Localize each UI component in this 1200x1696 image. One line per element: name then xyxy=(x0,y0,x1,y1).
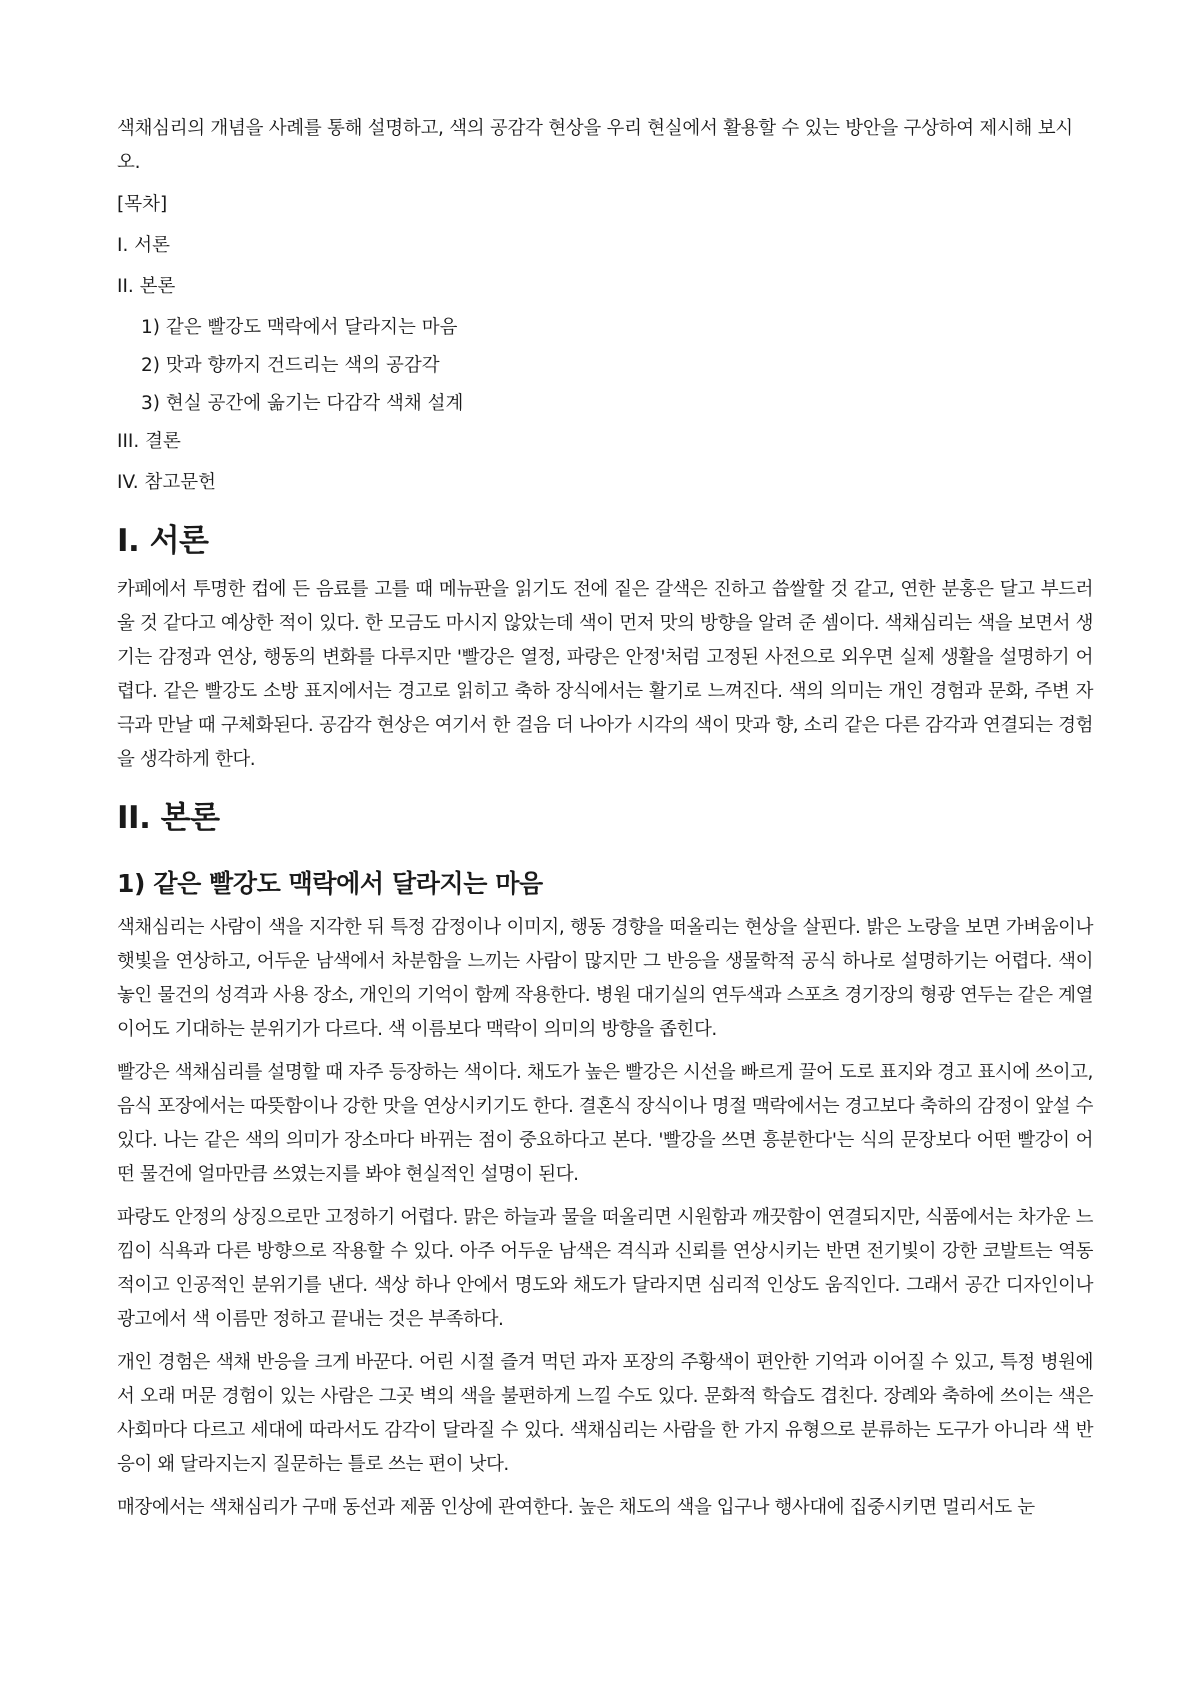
toc-item-body-sub2: 2) 맛과 향까지 건드리는 색의 공감각 xyxy=(141,355,440,376)
section-heading-intro: I. 서론 xyxy=(117,523,209,559)
toc-item-body-sub3: 3) 현실 공간에 옮기는 다감각 색채 설계 xyxy=(141,393,464,414)
intro-paragraph: 카페에서 투명한 컵에 든 음료를 고를 때 메뉴판을 읽기도 전에 짙은 갈색은 진하고 씁쌀할 것 같고, 연한 분홍은 달고 부드러울 것 같다고 예상한 적이 있다. 한 모금도 마시지 않았는데 색이 먼저 맛의 방향을 알려 준 셈이다. 색채심리는 색을 보면서 생기는 감정과 연상, 행동의 변화를 다루지만 '빨강은 열정, 파랑은 안정'처럼 고정된 사전으로 외우면 실제 생활을 설명하기 어렵다. 같은 빨강도 소방 표지에서는 경고로 읽히고 축하 장식에서는 활기로 느껴진다. 색의 의미는 개인 경험과 문화, 주변 자극과 만날 때 구체화된다. 공감각 현상은 여기서 한 걸음 더 나아가 시각의 색이 맛과 향, 소리 같은 다른 감각과 연결되는 경험을 생각하게 한다. xyxy=(117,579,1093,770)
toc-item-intro: I. 서론 xyxy=(117,235,170,256)
toc-item-body-sub1: 1) 같은 빨강도 맥락에서 달라지는 마음 xyxy=(141,317,458,338)
toc-item-conclusion: III. 결론 xyxy=(117,431,181,452)
table-of-contents xyxy=(117,231,1093,498)
body-paragraph: 색채심리는 사람이 색을 지각한 뒤 특정 감정이나 이미지, 행동 경향을 떠올리는 현상을 살핀다. 밝은 노랑을 보면 가벼움이나 햇빛을 연상하고, 어두운 남색에서 차분함을 느끼는 사람이 많지만 그 반응을 생물학적 공식 하나로 설명하기는 어렵다. 색이 놓인 물건의 성격과 사용 장소, 개인의 기억이 함께 작용한다. 병원 대기실의 연두색과 스포츠 경기장의 형광 연두는 같은 계열이어도 기대하는 분위기가 다르다. 색 이름보다 맥락이 의미의 방향을 좁힌다. xyxy=(117,917,1093,1040)
toc-item-references: IV. 참고문헌 xyxy=(117,472,216,493)
body-paragraph: 파랑도 안정의 상징으로만 고정하기 어렵다. 맑은 하늘과 물을 떠올리면 시원함과 깨끗함이 연결되지만, 식품에서는 차가운 느낌이 식욕과 다른 방향으로 작용할 수 있다. 아주 어두운 남색은 격식과 신뢰를 연상시키는 반면 전기빛이 강한 코발트는 역동적이고 인공적인 분위기를 낸다. 색상 하나 안에서 명도와 채도가 달라지면 심리적 인상도 움직인다. 그래서 공간 디자인이나 광고에서 색 이름만 정하고 끝내는 것은 부족하다. xyxy=(117,1207,1093,1330)
subsection-heading-1: 1) 같은 빨강도 맥락에서 달라지는 마음 xyxy=(117,869,543,898)
toc-heading: [목차] xyxy=(117,194,168,215)
toc-item-body: II. 본론 xyxy=(117,276,176,297)
assignment-question: 색채심리의 개념을 사례를 통해 설명하고, 색의 공감각 현상을 우리 현실에서 활용할 수 있는 방안을 구상하여 제시해 보시오. xyxy=(117,118,1073,173)
body-paragraph: 매장에서는 색채심리가 구매 동선과 제품 인상에 관여한다. 높은 채도의 색을 입구나 행사대에 집중시키면 멀리서도 눈 xyxy=(117,1497,1035,1518)
body-paragraph: 개인 경험은 색채 반응을 크게 바꾼다. 어린 시절 즐겨 먹던 과자 포장의 주황색이 편안한 기억과 이어질 수 있고, 특정 병원에서 오래 머문 경험이 있는 사람은 그곳 벽의 색을 불편하게 느낄 수도 있다. 문화적 학습도 겹친다. 장례와 축하에 쓰이는 색은 사회마다 다르고 세대에 따라서도 감각이 달라질 수 있다. 색채심리는 사람을 한 가지 유형으로 분류하는 도구가 아니라 색 반응이 왜 달라지는지 질문하는 틀로 쓰는 편이 낫다. xyxy=(117,1352,1093,1475)
section-heading-body: II. 본론 xyxy=(117,800,220,836)
body-paragraph: 빨강은 색채심리를 설명할 때 자주 등장하는 색이다. 채도가 높은 빨강은 시선을 빠르게 끌어 도로 표지와 경고 표시에 쓰이고, 음식 포장에서는 따뜻함이나 강한 맛을 연상시키기도 한다. 결혼식 장식이나 명절 맥락에서는 경고보다 축하의 감정이 앞설 수 있다. 나는 같은 색의 의미가 장소마다 바뀌는 점이 중요하다고 본다. '빨강을 쓰면 흥분한다'는 식의 문장보다 어떤 빨강이 어떤 물건에 얼마만큼 쓰였는지를 봐야 현실적인 설명이 된다. xyxy=(117,1062,1093,1185)
